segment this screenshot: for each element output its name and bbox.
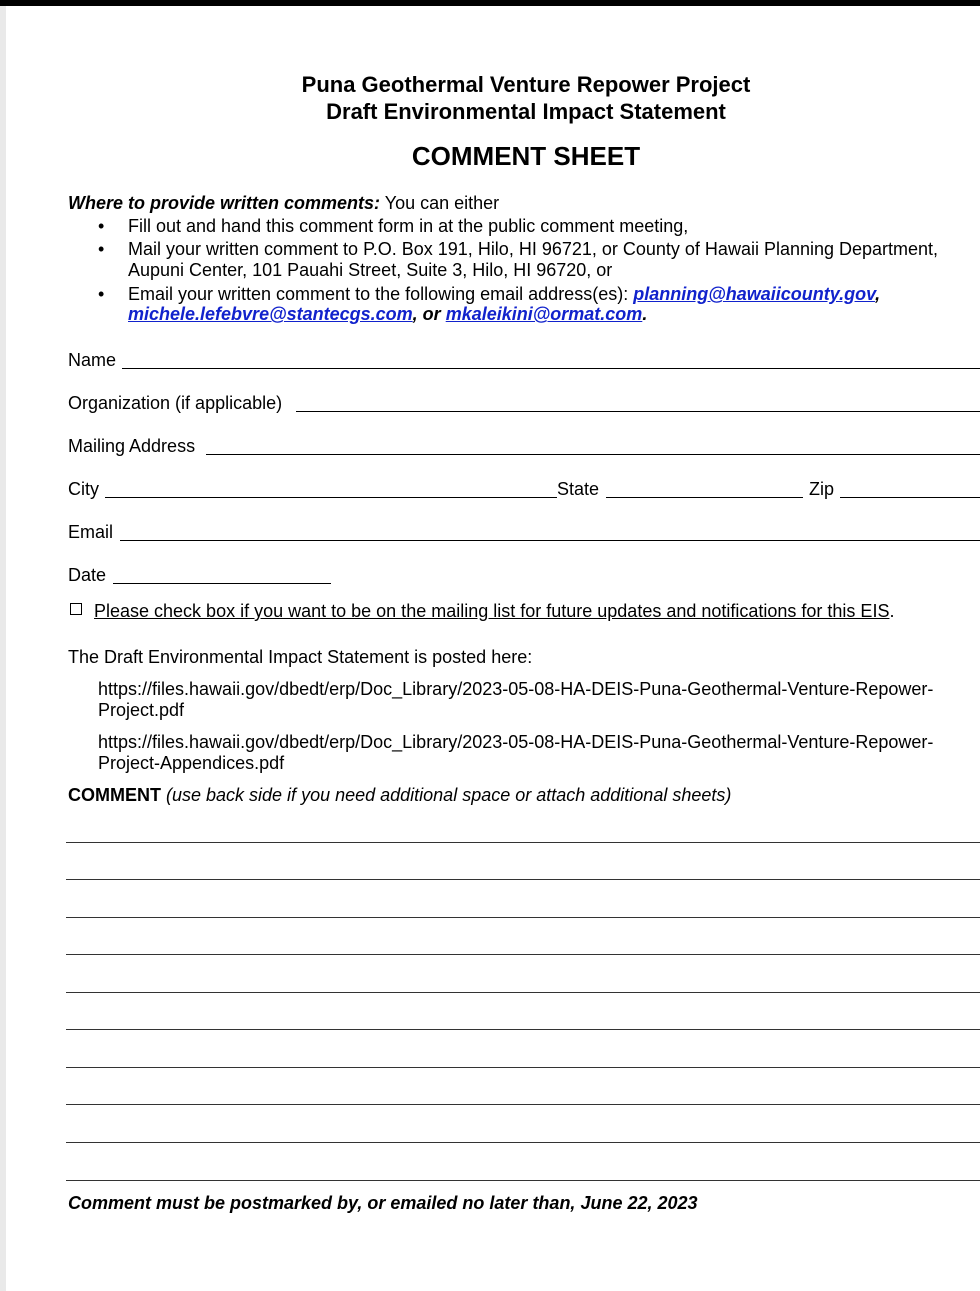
posting-intro: The Draft Environmental Impact Statement is posted here: xyxy=(68,647,533,667)
instructions-lead-rest: You can either xyxy=(380,193,500,213)
mailing-list-label-period: . xyxy=(889,601,895,621)
organization-label: Organization (if applicable) xyxy=(68,393,283,413)
zip-field[interactable] xyxy=(840,497,980,498)
zip-label: Zip xyxy=(809,479,835,499)
mailing-address-label: Mailing Address xyxy=(68,436,196,456)
deadline-notice: Comment must be postmarked by, or emailed no later than, June 22, 2023 xyxy=(68,1193,698,1213)
comment-label: COMMENT xyxy=(68,785,161,805)
mailing-address-field[interactable] xyxy=(206,454,980,455)
email-link-lefebvre[interactable]: michele.lefebvre@stantecgs.com xyxy=(128,304,413,324)
bullet-email-line1 xyxy=(128,284,880,305)
comment-line[interactable] xyxy=(66,842,980,843)
comment-line[interactable] xyxy=(66,1067,980,1068)
instructions-lead xyxy=(68,193,499,214)
city-field[interactable] xyxy=(105,497,557,498)
bullet-handin: Fill out and hand this comment form in at the public comment meeting, xyxy=(128,216,689,236)
bullet-mail-line2: Aupuni Center, 101 Pauahi Street, Suite 3, Hilo, HI 96720, or xyxy=(128,260,613,280)
email-comma: , xyxy=(875,284,881,304)
city-label: City xyxy=(68,479,99,499)
instructions-lead-bold: Where to provide written comments: xyxy=(68,193,381,213)
document-title-line1: Puna Geothermal Venture Repower Project xyxy=(301,72,751,97)
comment-line[interactable] xyxy=(66,917,980,918)
bullet-marker: • xyxy=(98,216,105,236)
bullet-email-text: Email your written comment to the following email address(es): xyxy=(128,284,634,304)
mailing-list-checkbox[interactable] xyxy=(70,603,82,615)
top-border xyxy=(0,0,980,6)
mailing-list-label xyxy=(94,601,894,622)
document-title-line2: Draft Environmental Impact Statement xyxy=(326,99,726,124)
comment-line[interactable] xyxy=(66,1029,980,1030)
bullet-marker: • xyxy=(98,239,105,259)
url-deis-line1: https://files.hawaii.gov/dbedt/erp/Doc_Library/2023-05-08-HA-DEIS-Puna-Geothermal-Venture-Repower- xyxy=(98,679,934,699)
bullet-email-line2 xyxy=(128,304,647,325)
comment-line[interactable] xyxy=(66,1180,980,1181)
state-label: State xyxy=(557,479,600,499)
url-deis-line2: Project.pdf xyxy=(98,700,185,720)
url-appendices-line2: Project-Appendices.pdf xyxy=(98,753,285,773)
comment-line[interactable] xyxy=(66,992,980,993)
name-field[interactable] xyxy=(122,368,980,369)
comment-instructions: (use back side if you need additional space or attach additional sheets) xyxy=(161,785,732,805)
comment-line[interactable] xyxy=(66,954,980,955)
date-field[interactable] xyxy=(113,583,331,584)
bullet-mail-line1: Mail your written comment to P.O. Box 191, Hilo, HI 96721, or County of Hawaii Planning Department, xyxy=(128,239,939,259)
state-field[interactable] xyxy=(606,497,803,498)
email-period: . xyxy=(642,304,648,324)
email-link-kaleikini[interactable]: mkaleikini@ormat.com xyxy=(445,304,643,324)
date-label: Date xyxy=(68,565,107,585)
page-edge-shadow xyxy=(0,6,6,1291)
sheet-title: COMMENT SHEET xyxy=(411,141,641,171)
url-appendices-line1: https://files.hawaii.gov/dbedt/erp/Doc_Library/2023-05-08-HA-DEIS-Puna-Geothermal-Venture-Repower- xyxy=(98,732,934,752)
comment-line[interactable] xyxy=(66,1142,980,1143)
bullet-marker: • xyxy=(98,284,105,304)
name-label: Name xyxy=(68,350,117,370)
email-label: Email xyxy=(68,522,114,542)
comment-line[interactable] xyxy=(66,879,980,880)
comment-heading xyxy=(68,785,731,806)
email-field[interactable] xyxy=(120,540,980,541)
mailing-list-label-text: Please check box if you want to be on the mailing list for future updates and notifications for this EIS xyxy=(94,601,890,621)
email-link-planning[interactable]: planning@hawaiicounty.gov xyxy=(633,284,876,304)
email-or: , or xyxy=(412,304,446,324)
organization-field[interactable] xyxy=(296,411,980,412)
comment-line[interactable] xyxy=(66,1104,980,1105)
